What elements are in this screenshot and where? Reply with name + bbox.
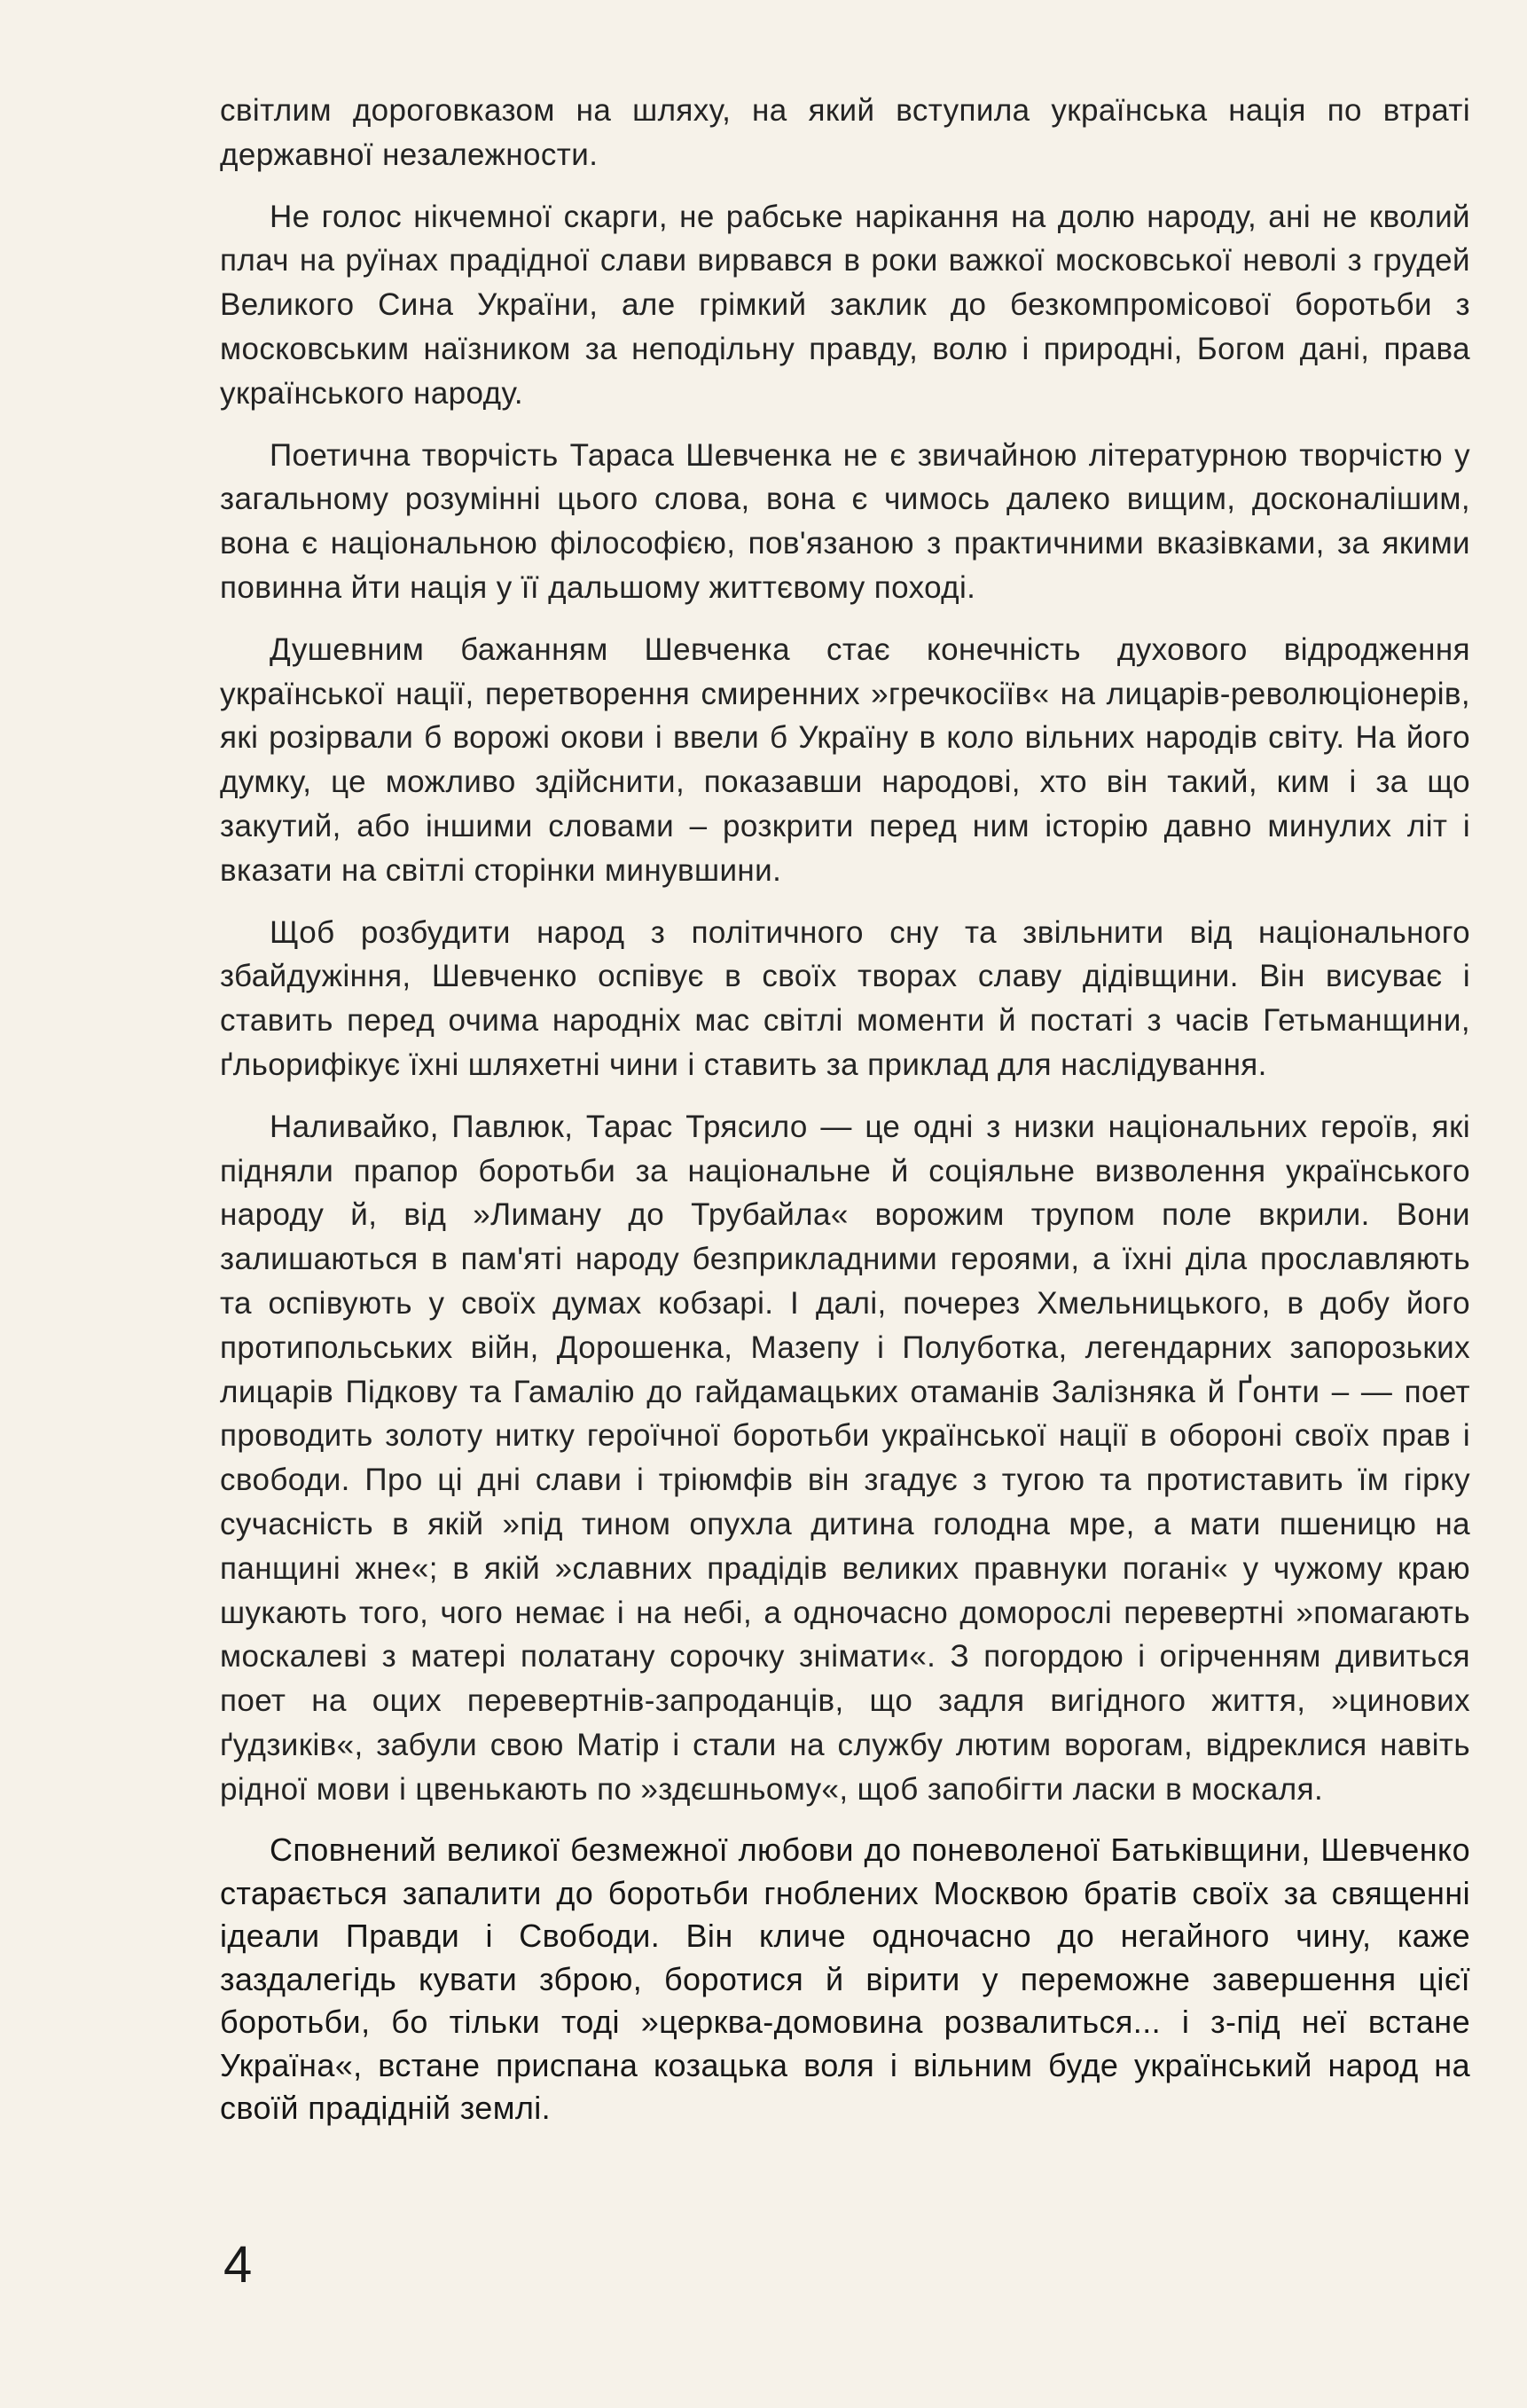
paragraph-5: Щоб розбудити народ з політичного сну та звільнити від національного збайдужіння, Шевченко оспівує в своїх творах славу дідівщини. Він висуває і ставить перед очима народніх мас світлі моменти й постаті з часів Гетьманщини, ґльорифікує їхні шляхетні чини і ставить за приклад для наслідування.: [220, 914, 1470, 1082]
paragraph-4: Душевним бажанням Шевченка стає конечність духового відродження української нації, перетворення смиренних »гречкосіїв« на лицарів-революціонерів, які розірвали б ворожі окови і ввели б Україну в коло вільних народів світу. На його думку, це можливо здійснити, показавши народові, хто він такий, ким і за що закутий, або іншими словами – розкрити перед ним історію давно минулих літ і вказати на світлі сторінки минувшини.: [220, 631, 1470, 888]
paragraph-7: Сповнений великої безмежної любови до поневоленої Батьківщини, Шевченко старається запалити до боротьби гноблених Москвою братів своїх за священні ідеали Правди і Свободи. Він кличе одночасно до негайного чину, каже заздалегідь кувати зброю, боротися й вірити у переможне завершення цієї боротьби, бо тільки тоді »церква-домовина розвалиться... і з-під неї встане Україна«, встане приспана козацька воля і вільним буде український народ на своїй прадідній землі.: [220, 1831, 1470, 2127]
paragraph-2: Не голос нікчемної скарги, не рабське нарікання на долю народу, ані не кволий плач на руїнах прадідної слави вирвався в роки важкої московської неволі з грудей Великого Сина України, але грімкий заклик до безкомпромісової боротьби з московським наїзником за неподільну правду, волю і природні, Богом дані, права українського народу.: [220, 199, 1470, 411]
body-text: [220, 89, 1470, 2148]
paragraph-1: світлим дороговказом на шляху, на який вступила українська нація по втраті державної незалежности.: [220, 93, 1470, 172]
page-number: 4: [223, 2236, 253, 2294]
paragraph-3: Поетична творчість Тараса Шевченка не є звичайною літературною творчістю у загальному розумінні цього слова, вона є чимось далеко вищим, досконалішим, вона є національною філософією, пов'язаною з практичними вказівками, за якими повинна йти нація у її дальшому життєвому поході.: [220, 437, 1470, 605]
paragraph-6: Наливайко, Павлюк, Тарас Трясило — це одні з низки національних героїв, які підняли прапор боротьби за національне й соціяльне визволення українського народу й, від »Лиману до Трубайла« ворожим трупом поле вкрили. Вони залишаються в пам'яті народу безприкладними героями, а їхні діла прославляють та оспівують у своїх думах кобзарі. І далі, почерез Хмельницького, в добу його протипольських війн, Дорошенка, Мазепу і Полуботка, легендарних запорозьких лицарів Підкову та Гамалію до гайдамацьких отаманів Залізняка й Ґонти – — поет проводить золоту нитку героїчної боротьби української нації в обороні своїх прав і свободи. Про ці дні слави і тріюмфів він згадує з тугою та протиставить їм гірку сучасність в якій »під тином опухла дитина голодна мре, а мати пшеницю на панщині жне«; в якій »славних прадідів великих правнуки погані« у чужому краю шукають того, чого немає і на небі, а одночасно доморослі перевертні »помагають москалеві з матері полатану сорочку знімати«. З погордою і огірченням дивиться поет на оцих перевертнів-запроданців, що задля вигідного життя, »цинових ґудзиків«, забули свою Матір і стали на службу лютим ворогам, відреклися навіть рідної мови і цвенькають по »здєшньому«, щоб запобігти ласки в москаля.: [220, 1109, 1470, 1807]
